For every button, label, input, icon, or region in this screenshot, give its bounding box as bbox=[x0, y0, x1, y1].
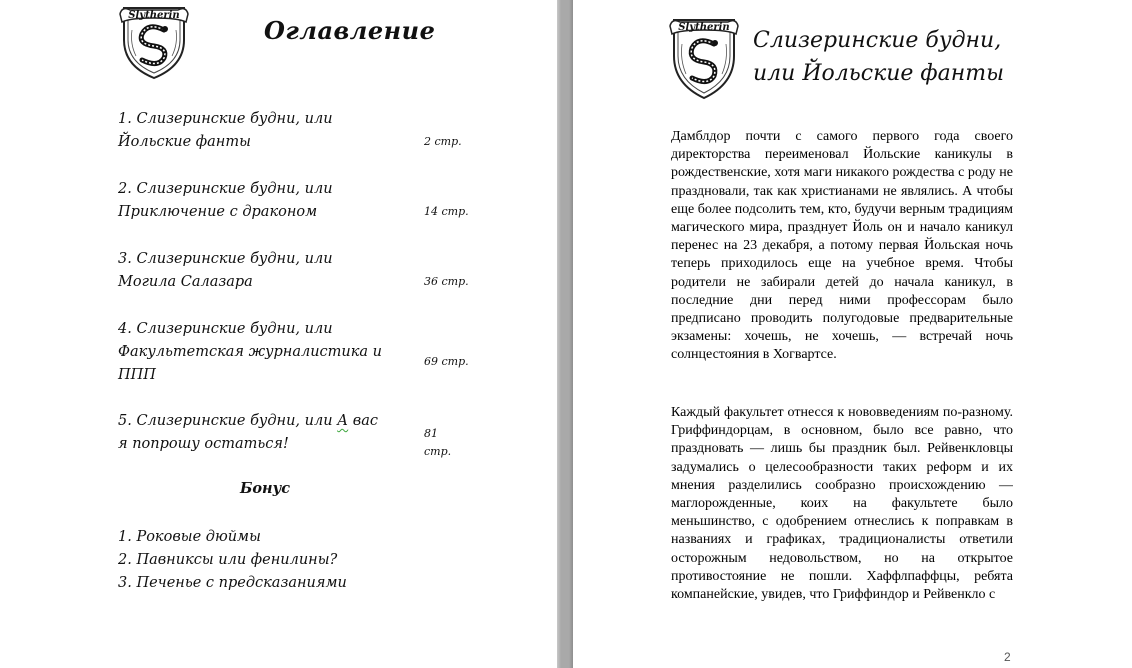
toc-entry-text-part: вас bbox=[348, 413, 378, 429]
toc-entry-text-part: 5. Слизеринские будни, или bbox=[118, 413, 338, 429]
bonus-item-2[interactable]: 2. Павниксы или фенилины? bbox=[118, 552, 338, 568]
toc-page-ref bbox=[424, 425, 474, 461]
toc-entry-text: 3. Слизеринские будни, или bbox=[118, 251, 333, 267]
toc-entry-text: Факультетская журналистика и bbox=[118, 344, 382, 360]
chapter-title bbox=[753, 24, 1033, 90]
toc-entry-3[interactable] bbox=[118, 248, 418, 294]
body-paragraph-1: Дамблдор почти с самого первого года своего директорства переименовал Йольские каникулы в рождественские, хотя маги никакого рождества с роду не праздновали, так как христианами не являлись. А чтобы еще более подсолить тем, кто, будучи верным традициям магического мира, празднует Йоль он и начало каникул перенес на 23 декабря, а потому первая Йольская ночь теперь приходилось еще на учебное время. Чтобы родители не забирали детей до начала каникул, в последние дни перед ними профессорам было предписано проводить полугодовые предварительные экзамены: хочешь, не хочешь, — встречай ночь солнцестояния в Хогвартсе. bbox=[671, 129, 1013, 363]
body-paragraph-2: Каждый факультет отнесся к нововведениям по-разному. Гриффиндорцам, в основном, было все равно, что праздновать — лишь бы праздник был. Рейвенкловцы задумались о целесообразности таких реформ и их мнения разделились сообразно происхождению — маглорожденные, коих на факультете было меньшинство, с одобрением отнеслись к поправкам в названиях и графиках, традиционалисты ответили осторожным недовольством, но на открытое противостояние не пошли. Хаффлпаффцы, ребята компанейские, увидев, что Гриффиндор и Рейвенкло с bbox=[671, 405, 1013, 603]
toc-page-unit: стр. bbox=[424, 445, 452, 458]
crest-label: Slytherin bbox=[678, 22, 730, 33]
toc-entry-text: 1. Слизеринские будни, или bbox=[118, 111, 333, 127]
bonus-item-1[interactable]: 1. Роковые дюймы bbox=[118, 529, 261, 545]
page-number: 2 bbox=[1004, 650, 1011, 664]
toc-page-number: 81 bbox=[424, 427, 438, 440]
toc-entry-text: ППП bbox=[118, 367, 156, 383]
toc-page-ref: 69 стр. bbox=[424, 355, 469, 368]
toc-entry-5[interactable] bbox=[118, 410, 418, 456]
slytherin-crest-icon bbox=[668, 10, 740, 100]
toc-title: Оглавление bbox=[264, 16, 436, 45]
chapter-title-line: или Йольские фанты bbox=[753, 61, 1005, 86]
toc-page-ref: 14 стр. bbox=[424, 205, 469, 218]
toc-entry-4[interactable] bbox=[118, 318, 418, 387]
toc-entry-text: 4. Слизеринские будни, или bbox=[118, 321, 333, 337]
toc-entry-text bbox=[118, 410, 418, 433]
slytherin-crest-icon bbox=[118, 0, 190, 80]
toc-entry-text: 2. Слизеринские будни, или bbox=[118, 181, 333, 197]
bonus-item-3[interactable]: 3. Печенье с предсказаниями bbox=[118, 575, 347, 591]
toc-entry-text: Могила Салазара bbox=[118, 274, 253, 290]
toc-entry-text: я попрошу остаться! bbox=[118, 436, 289, 452]
spellcheck-marked-word: А bbox=[337, 413, 349, 429]
toc-entry-2[interactable] bbox=[118, 178, 418, 224]
chapter-title-line: Слизеринские будни, bbox=[753, 28, 1002, 53]
toc-page-ref: 2 стр. bbox=[424, 135, 462, 148]
toc-page-ref: 36 стр. bbox=[424, 275, 469, 288]
toc-entry-1[interactable] bbox=[118, 108, 418, 154]
bonus-heading: Бонус bbox=[240, 480, 291, 497]
crest-label: Slytherin bbox=[128, 10, 180, 21]
toc-entry-text: Приключение с драконом bbox=[118, 204, 318, 220]
toc-entry-text: Йольские фанты bbox=[118, 134, 251, 150]
gutter-shadow bbox=[557, 0, 561, 668]
page-gutter bbox=[557, 0, 573, 668]
